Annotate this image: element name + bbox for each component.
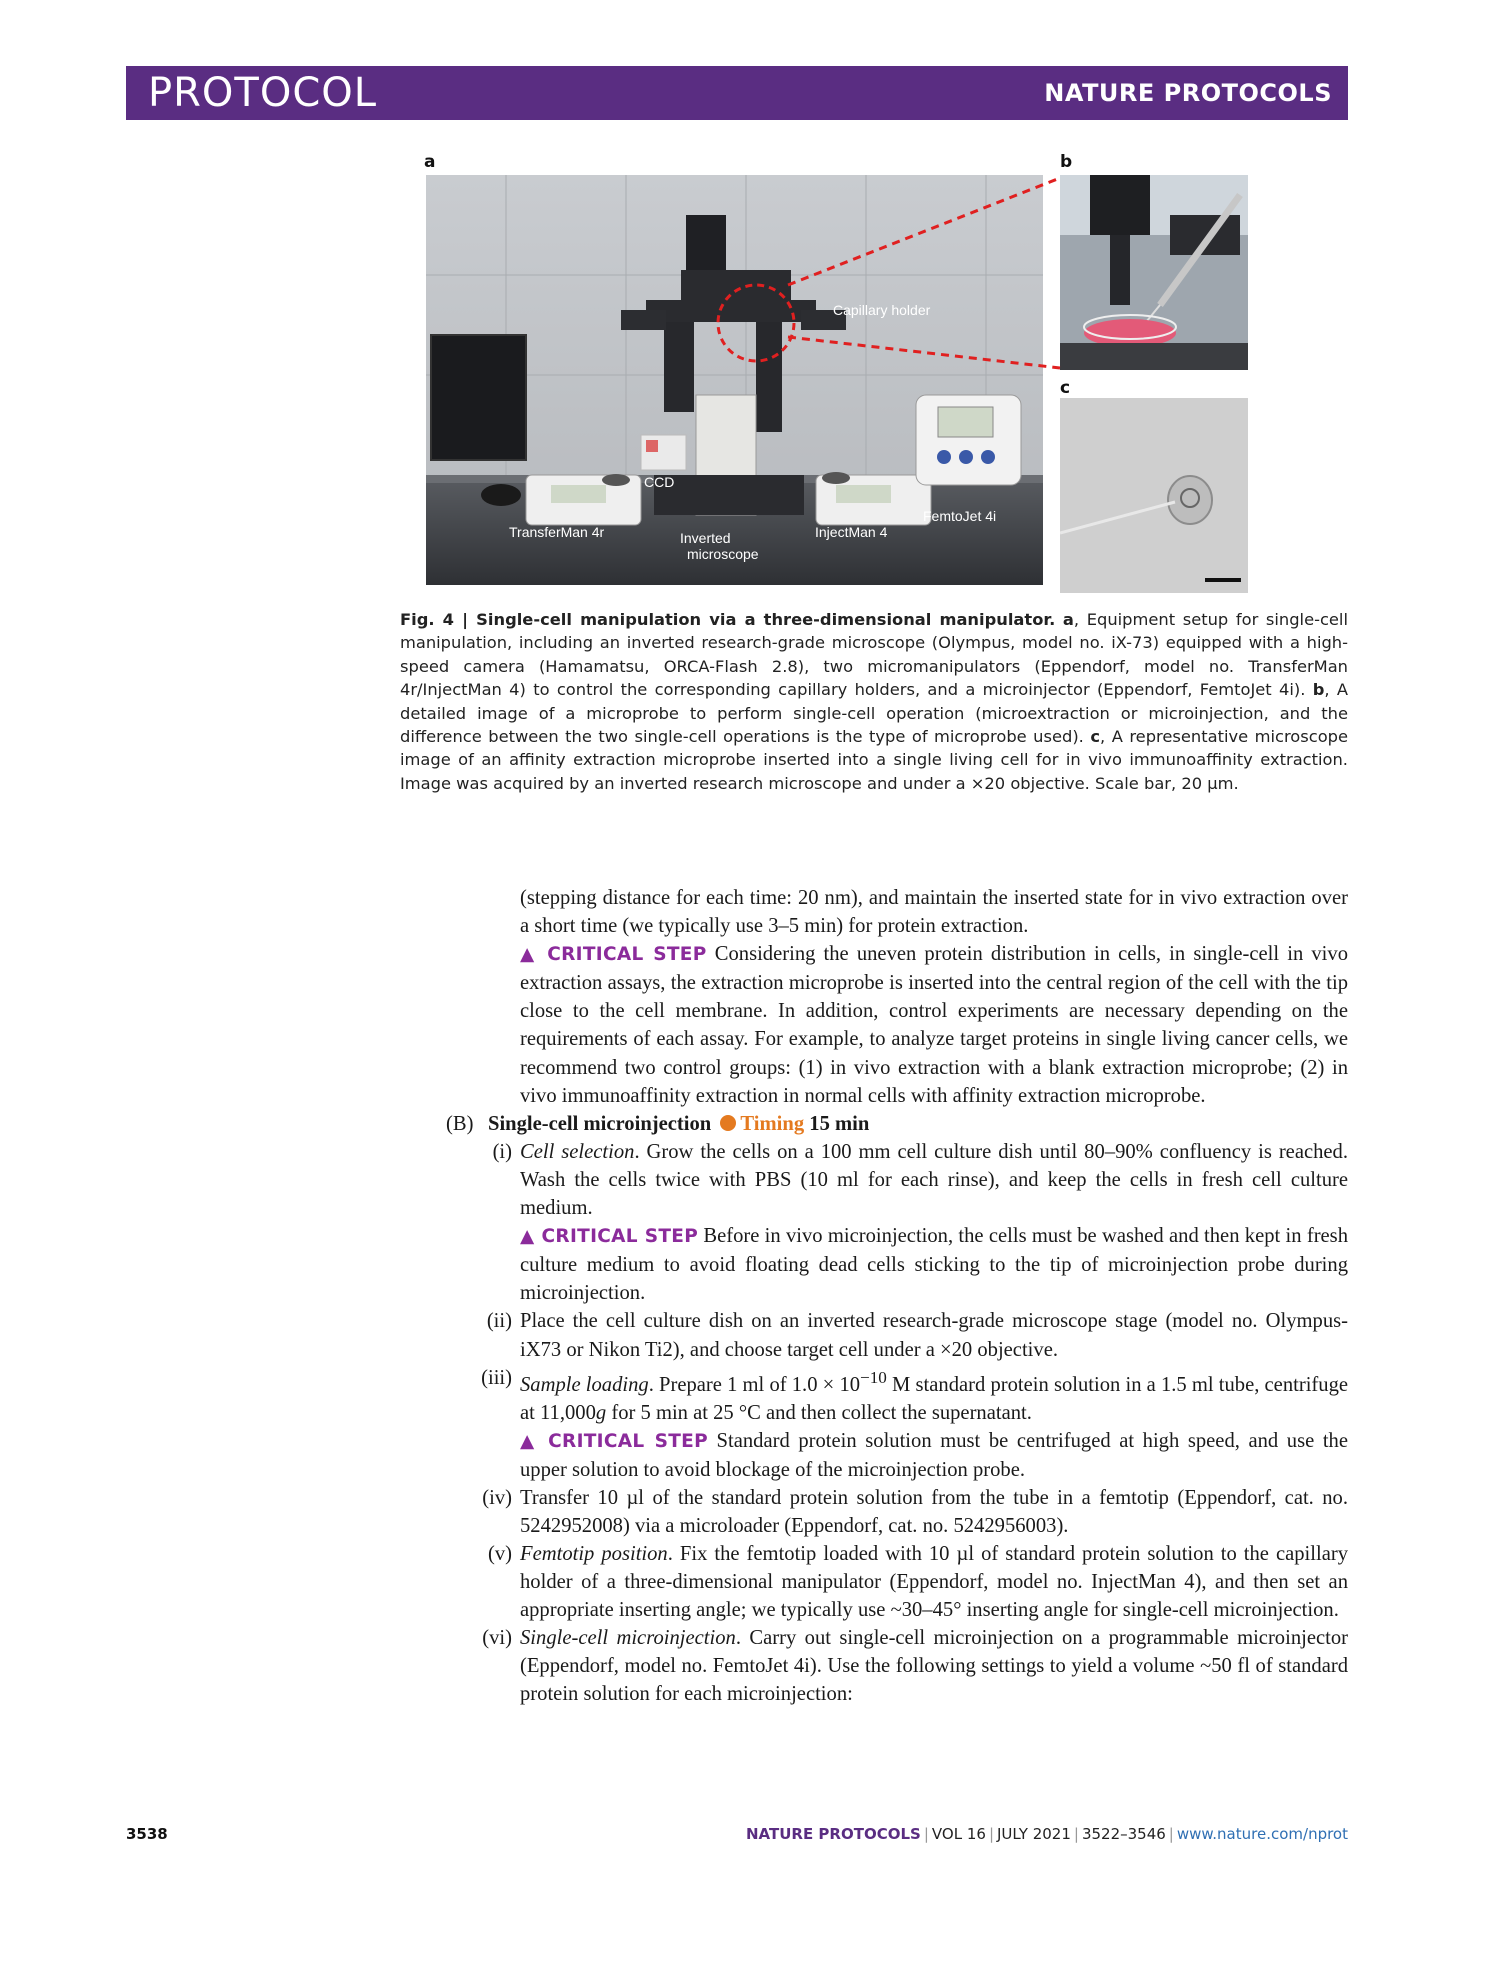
- timing-dot-icon: [720, 1115, 736, 1131]
- timing-label: Timing: [740, 1112, 805, 1135]
- scale-bar: [1205, 578, 1241, 582]
- section-b-heading: [446, 1110, 1348, 1138]
- timing-value: 15 min: [809, 1112, 870, 1135]
- footer-url[interactable]: www.nature.com/nprot: [1176, 1825, 1348, 1843]
- label-transferman: TransferMan 4r: [509, 524, 605, 540]
- caption-text-a: , Equipment setup for single-cell manipulation, including an inverted research-grade microscope (Olympus, model no. iX-73) equipped with a high-speed camera (Hamamatsu, ORCA-Flash 2.8), two micromanipulators (Eppendorf, model no. TransferMan 4r/InjectMan 4) to control the corresponding capillary holders, and a microinjector (Eppendorf, FemtoJet 4i).: [400, 610, 1348, 700]
- step-vi: (vi) Single-cell microinjection. Carry out single-cell microinjection on a programmable microinjector (Eppendorf, model no. FemtoJet 4i). Use the following settings to yield a volume ~50 fl of standard protein solution for each microinjection:: [482, 1627, 1348, 1706]
- page-number: 3538: [126, 1825, 168, 1843]
- journal-name: NATURE PROTOCOLS: [1044, 79, 1332, 107]
- label-ccd: CCD: [644, 474, 675, 490]
- protocol-body: [446, 884, 1348, 1709]
- caption-label-a: a: [1062, 610, 1074, 629]
- section-label: PROTOCOL: [148, 70, 378, 116]
- equipment-setup-photo: [426, 175, 1043, 585]
- label-injectman: InjectMan 4: [815, 524, 888, 540]
- caption-label-c: c: [1090, 727, 1101, 747]
- panel-label-a: a: [424, 152, 436, 172]
- critical-step-3: ▲ CRITICAL STEP Standard protein solution must be centrifuged at high speed, and use the upper solution to avoid blockage of the microinjection probe.: [520, 1429, 1348, 1481]
- intro-paragraph: (stepping distance for each time: 20 nm), and maintain the inserted state for in vivo extraction over a short time (we typically use 3–5 min) for protein extraction.: [520, 887, 1348, 938]
- caption-text-c: , A representative microscope image of an affinity extraction microprobe inserted into a single living cell for in vivo immunoaffinity extraction. Image was acquired by an inverted research microscope and under a ×20 objective. Scale bar, 20 µm.: [400, 727, 1349, 793]
- microprobe-detail-photo: [1060, 175, 1248, 370]
- step-v: (v) Femtotip position. Fix the femtotip loaded with 10 µl of standard protein solution to the capillary holder of a three-dimensional manipulator (Eppendorf, model no. InjectMan 4), and then set an appropriate inserting angle; we typically use ~30–45° inserting angle for single-cell microinjection.: [487, 1543, 1348, 1622]
- figure-caption: [400, 608, 1348, 795]
- caption-text-b: , A detailed image of a microprobe to perform single-cell operation (microextraction or microinjection, and the difference between the two single-cell operations is the type of microprobe used).: [400, 680, 1348, 747]
- step-i: (i) Cell selection. Grow the cells on a 100 mm cell culture dish until 80–90% confluency is reached. Wash the cells twice with PBS (10 ml for each rinse), and keep the cells in fresh cell culture medium.: [492, 1140, 1348, 1220]
- section-title: Single-cell microinjection: [488, 1112, 712, 1135]
- cell-microscope-image: [1060, 398, 1248, 593]
- critical-step-label: ▲ CRITICAL STEP: [520, 944, 707, 966]
- caption-title: Fig. 4 | Single-cell manipulation via a three-dimensional manipulator.: [400, 610, 1056, 629]
- label-femtojet: FemtoJet 4i: [923, 508, 997, 524]
- footer-citation: NATURE PROTOCOLS | VOL 16 | JULY 2021 | 3522–3546 | www.nature.com/nprot: [746, 1825, 1348, 1843]
- step-iv: (iv) Transfer 10 µl of the standard protein solution from the tube in a femtotip (Eppendorf, cat. no. 5242952008) via a microloader (Eppendorf, cat. no. 5242956003).: [482, 1486, 1348, 1537]
- label-capillary-holder: Capillary holder: [833, 302, 931, 318]
- caption-label-b: b: [1312, 680, 1325, 700]
- footer-journal: NATURE PROTOCOLS: [746, 1825, 921, 1843]
- step-iii: (iii) Sample loading. Prepare 1 ml of $1.0 \times 10^{-10}$ M standard protein solution in a 1.5 ml tube, centrifuge at 11,000g for 5 min at 25 °C and then collect the supernatant.: [481, 1366, 1349, 1424]
- critical-step-1: ▲ CRITICAL STEP Considering the uneven protein distribution in cells, in single-cell in vivo extraction assays, the extraction microprobe is inserted into the central region of the cell with the tip close to the cell membrane. In addition, control experiments are necessary depending on the requirements of each assay. For example, to analyze target proteins in single living cancer cells, we recommend two control groups: (1) in vivo extraction with a blank extraction microprobe; (2) in vivo immunoaffinity extraction in normal cells with affinity extraction microprobe.: [520, 943, 1348, 1107]
- footer-volume: VOL 16: [931, 1825, 986, 1843]
- label-microscope-line1: Inverted: [680, 530, 731, 546]
- panel-label-b: b: [1060, 152, 1073, 172]
- label-microscope-line2: microscope: [687, 546, 759, 562]
- step-ii: (ii) Place the cell culture dish on an inverted research-grade microscope stage (model no. Olympus-iX73 or Nikon Ti2), and choose target cell under a ×20 objective.: [486, 1310, 1348, 1361]
- footer-pages: 3522–3546: [1081, 1825, 1166, 1843]
- critical-step-2: ▲ CRITICAL STEP Before in vivo microinjection, the cells must be washed and then kept in fresh culture medium to avoid floating dead cells sticking to the tip of microinjection probe during microinjection.: [520, 1225, 1348, 1305]
- footer-date: JULY 2021: [997, 1825, 1071, 1843]
- intro-block: [446, 884, 1348, 1110]
- panel-label-c: c: [1060, 378, 1071, 398]
- journal-header-banner: [126, 66, 1348, 120]
- section-number: (B): [446, 1112, 474, 1135]
